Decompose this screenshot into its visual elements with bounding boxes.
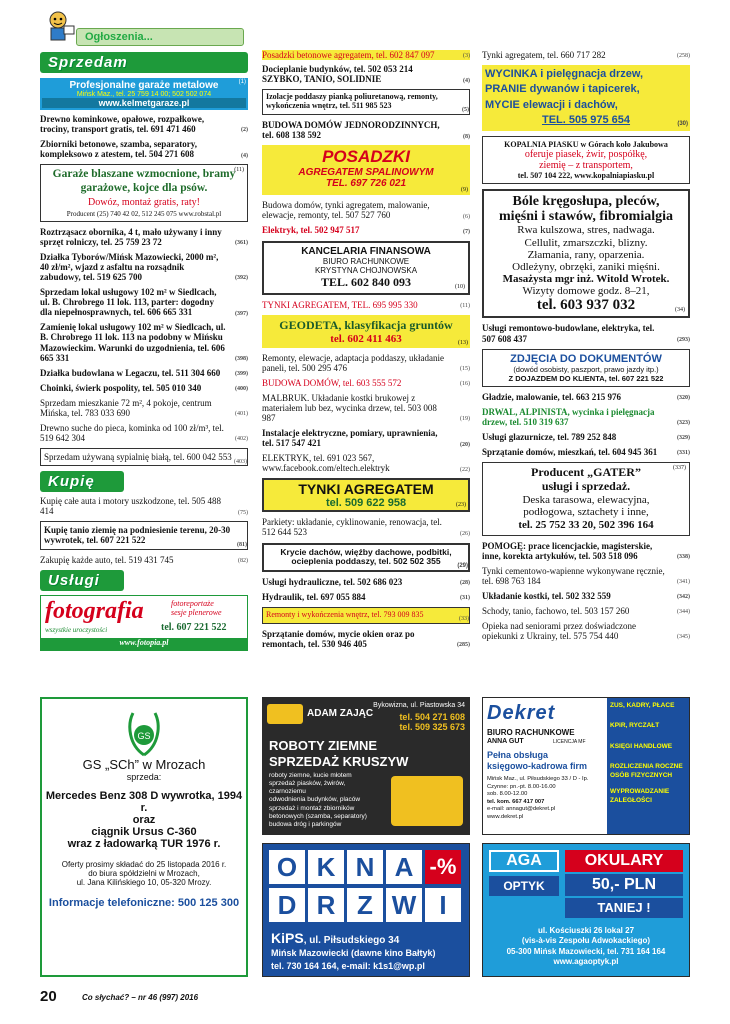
zajac-item: budowa dróg i parkingów [269,820,342,828]
listing: Roztrząsacz obornika, 4 t, mało używany i inny sprzęt rolniczy, tel. 25 759 23 72 (361) [40,226,248,247]
masaz-ad: Bóle kręgosłupa, pleców, mięśni i stawów, fibromialgia Rwa kulszowa, stres, nadwaga. Cellulit, zmarszczki, blizny. Złamania, rany, oparzenia. Odleżyny, obrzęki, zaniki mięśni. Masażysta mgr inż. Witold Wrotek. Wizyty domowe godz. 8–21, tel. 603 937 032 (34) [482,189,690,319]
service-tag: ROZLICZENIA ROCZNE OSÓB FIZYCZNYCH [610,763,683,779]
svg-text:GS: GS [137,731,151,741]
tynki-ad: TYNKI AGREGATEM tel. 509 622 958 (23) [262,478,470,512]
listing: Działka Tyborów/Mińsk Mazowiecki, 2000 m², 40 zł/m², wjazd z asfaltu na rozsądnik zabudowy, tel. 519 625 700 (392) [40,251,248,283]
zajac-item: sprzedaż i montaż zbiorników betonowych (szamba, separatory) [269,804,367,820]
column-2 [262,50,470,654]
drzwi-letter: W [386,888,422,922]
listing: Parkiety: układanie, cyklinowanie, renowacja, tel. 512 644 523 (26) [262,517,470,538]
section-title-sprzedam: Sprzedam [40,52,248,73]
listing: Sprzątanie domów, mycie okien oraz po remontach, tel. 530 946 405 (285) [262,628,470,649]
listing: Sprzątanie domów, mieszkań, tel. 604 945 361 (331) [482,446,690,457]
listing: Sprzedam używaną sypialnię białą, tel. 600 042 553 (403) [40,448,248,466]
listing: Sprzedam lokal usługowy 102 m² w Siedlcach, ul. B. Chrobrego 11 lok. 113, parter: dogodny dla niepełnosprawnych, tel. 606 665 331 (397) [40,287,248,318]
zajac-ad: ADAM ZAJĄC Bykowizna, ul. Piastowska 34 tel. 504 271 608 tel. 509 325 673 ROBOTY ZIEMNE SPRZEDAŻ KRUSZYW roboty ziemne, kucie młotem sprzedaż piasków, żwirów, czarnoziemu odwodnienia budynków, placów sprzedaż i montaż zbiorników betonowych (szamba, separatory) budowa dróg i parkingów [262,697,470,835]
okna-letter: -% [425,850,461,884]
listing: Hydraulik, tel. 697 055 884 (31) [262,591,470,602]
listing: Choinki, świerk pospolity, tel. 505 010 340 (400) [40,382,248,393]
listing: Układanie kostki, tel. 502 332 559 (342) [482,590,690,601]
posadzki-ad: POSADZKI AGREGATEM SPALINOWYM TEL. 697 726 021 (9) [262,145,470,195]
okna-letter: K [308,850,344,884]
wheat-icon [42,705,246,757]
listing: TYNKI AGREGATEM, TEL. 695 995 330 (11) [262,299,470,310]
brama-ad: Garaże blaszane wzmocnione, bramy garażowe, kojce dla psów. (11) Dowóz, montaż gratis, raty! Producent (25) 740 42 02, 512 245 075 www.robstal.pl [40,164,248,221]
listing: MALBRUK. Układanie kostki brukowej z materiałem lub bez, wycinka drzew, tel. 503 008 987 (19) [262,392,470,423]
section-title-uslugi: Usługi [40,570,124,591]
listing: Instalacje elektryczne, pomiary, uprawnienia, tel. 517 547 421 (20) [262,428,470,449]
zajac-item: odwodnienia budynków, placów [269,796,361,804]
listing: Remonty, elewacje, adaptacja poddaszy, układanie paneli, tel. 500 295 476 (15) [262,352,470,373]
zdjecia-ad: ZDJĘCIA DO DOKUMENTÓW (dowód osobisty, paszport, prawo jazdy itp.) Z DOJAZDEM DO KLIENTA, tel. 607 221 522 [482,349,690,387]
drzwi-letter: I [425,888,461,922]
zajac-item: sprzedaż piasków, żwirów, czarnoziemu [269,780,346,796]
dekret-ad: Dekret BIURO RACHUNKOWE ANNA GUT LICENCJA MF Pełna obsługa księgowo-kadrowa firm Mińsk Maz., ul. Piłsudskiego 33 / D - Ip. Czynne: pn.-pt. 8.00-16.00 sob. 8.00-12.00 tel. kom. 667 417 007 e-mail: annagut@dekret.pl www.dekret.pl ZUS, KADRY, PŁACE KPiR, RYCZAŁT KSIĘGI HANDLOWE ROZLICZENIA ROCZNE OSÓB FIZYCZNYCH WYPROWADZANIE ZALEGŁOŚCI [482,697,690,835]
service-tag: ZUS, KADRY, PŁACE [610,702,675,709]
listing: Kupię tanio ziemię na podniesienie terenu, 20-30 wywrotek, tel. 607 221 522 (81) [40,521,248,549]
listing: Zamienię lokal usługowy 102 m² w Siedlcach, ul. B. Chrobrego 11 lok. 113 na podobny w Mińsku Mazowieckim. Warunki do uzgodnienia, tel. 606 665 331 (398) [40,322,248,363]
listing: Izolacje poddaszy pianką poliuretanową, remonty, wykończenia wnętrz, tel. 511 985 523 (5) [262,89,470,115]
listing: Zakupię każde auto, tel. 519 431 745 (82) [40,554,248,565]
listing: Drewno suche do pieca, kominka od 100 zł/m³, tel. 519 642 304 (402) [40,423,248,444]
listing: Sprzedam mieszkanie 72 m², 4 pokoje, centrum Mińska, tel. 783 033 690 (401) [40,397,248,418]
section-header: Ogłoszenia... [76,28,244,46]
service-tag: WYPROWADZANIE ZALEGŁOŚCI [610,788,670,804]
listing: Działka budowlana w Legaczu, tel. 511 304 660 (399) [40,367,248,378]
okna-letter: O [269,850,305,884]
listing: Tynki agregatem, tel. 660 717 282 (258) [482,50,690,60]
service-tag: KPiR, RYCZAŁT [610,722,660,730]
service-tag: KSIĘGI HANDLOWE [610,742,673,750]
listing: Kupię całe auta i motory uszkodzone, tel. 505 488 414 (75) [40,496,248,517]
listing: Usługi remontowo-budowlane, elektryka, tel. 507 608 437 (293) [482,323,690,344]
aga-optyk-ad: AGA OPTYK OKULARY 50,- PLN TANIEJ ! ul. Kościuszki 26 lokal 27 (vis-à-vis Zespołu Adwokackiego) 05-300 Mińsk Mazowiecki, tel. 731 164 164 www.agaoptyk.pl [482,843,690,977]
listing: DRWAL, ALPINISTA, wycinka i pielęgnacja drzew, tel. 510 319 637 (323) [482,406,690,427]
listing: ELEKTRYK, tel. 691 023 567, www.facebook.com/eltech.elektryk (22) [262,453,470,474]
drzwi-letter: R [308,888,344,922]
drzwi-letter: D [269,888,305,922]
listing: Tynki cementowo-wapienne wykonywane ręcznie, tel. 698 763 184 (341) [482,565,690,586]
listing: Usługi hydrauliczne, tel. 502 686 023 (28) [262,576,470,587]
listing: Schody, tanio, fachowo, tel. 503 157 260 (344) [482,605,690,616]
listing: BUDOWA DOMÓW, tel. 603 555 572 (16) [262,377,470,388]
okna-drzwi-ad: O K N A -% D R Z W I KiPS, ul. Piłsudskiego 34 Mińsk Mazowiecki (dawne kino Bałtyk) tel. 730 164 164, e-mail: k1s1@wp.pl [262,843,470,977]
listing: Elektryk, tel. 502 947 517 (7) [262,225,470,236]
column-3 [482,50,690,646]
drzwi-letter: Z [347,888,383,922]
fotopia-ad: fotografia wszystkie uroczystości fotoreportaże sesje plenerowe tel. 607 221 522 www.fotopia.pl [40,595,248,651]
listing: Opieka nad seniorami przez doświadczone opiekunki z Ukrainy, tel. 575 754 440 (345) [482,621,690,642]
kopalnia-ad: KOPALNIA PIASKU w Górach koło Jakubowa oferuje piasek, żwir, pospółkę, ziemię – z transportem, tel. 507 104 222, www.kopalniapiasku.pl [482,136,690,184]
gs-ad: GS GS „SCh” w Mrozach sprzeda: Mercedes Benz 308 D wywrotka, 1994 r. oraz ciągnik Ursus C-360 wraz z ładowarką TUR 1976 r. Oferty prosimy składać do 25 listopada 2016 r. do biura spółdzielni w Mrozach, ul. Jana Kilińskiego 10, 05-320 Mrozy. Informacje telefoniczne: 500 125 300 [40,697,248,977]
listing: Usługi glazurnicze, tel. 789 252 848 (329) [482,431,690,442]
gater-ad: Producent „GATER” usługi i sprzedaż. Deska tarasowa, elewacyjna, podłogowa, sztachety i inne, tel. 25 752 33 20, 502 396 164 (337) [482,462,690,536]
kancelaria-ad: KANCELARIA FINANSOWA BIURO RACHUNKOWE KRYSTYNA CHOJNOWSKA TEL. 602 840 093 (10) [262,241,470,295]
listing: Budowa domów, tynki agregatem, malowanie, elewacje, remonty, tel. 507 527 760 (6) [262,200,470,221]
geodeta-ad: GEODETA, klasyfikacja gruntów tel. 602 411 463 (13) [262,315,470,348]
listing: Drewno kominkowe, opałowe, rozpałkowe, trociny, transport gratis, tel. 691 471 460 (2) [40,114,248,135]
excavator-icon [267,704,303,724]
listing: Krycie dachów, więźby dachowe, podbitki, ocieplenia poddaszy, tel. 502 502 355 (29) [262,543,470,572]
listing: Posadzki betonowe agregatem, tel. 602 847 097 (3) [262,50,470,60]
listing: BUDOWA DOMÓW JEDNORODZINNYCH, tel. 608 138 592 (8) [262,120,470,141]
listing: POMOGĘ: prace licencjackie, magisterskie, inne, korekta artykułów, tel. 503 518 096 (338) [482,540,690,561]
section-title-kupie: Kupię [40,471,124,492]
column-1 [40,46,248,651]
listing: Remonty i wykończenia wnętrz, tel. 793 009 835 (33) [262,607,470,624]
truck-photo [391,776,463,826]
wycinka-ad: WYCINKA i pielęgnacja drzew, PRANIE dywanów i tapicerek, MYCIE elewacji i dachów, TEL. 505 975 654 (30) [482,65,690,131]
mascot-icon [40,8,76,44]
issue-label: Co słychać? – nr 46 (997) 2016 [82,993,199,1002]
okna-letter: A [386,850,422,884]
zajac-item: roboty ziemne, kucie młotem [269,772,352,779]
listing: Gładzie, malowanie, tel. 663 215 976 (320) [482,391,690,402]
garaze-ad: Profesjonalne garaże metalowe Mińsk Maz., tel. 25 759 14 00; 502 502 074 www.kelmetgaraze.pl (1) [40,78,248,110]
listing: Docieplanie budynków, tel. 502 053 214 SZYBKO, TANIO, SOLIDNIE (4) [262,64,470,85]
listing: Zbiorniki betonowe, szamba, separatory, kompleksowo z atestem, tel. 504 271 608 (4) [40,139,248,160]
page-number: 20 [40,988,57,1005]
okna-letter: N [347,850,383,884]
